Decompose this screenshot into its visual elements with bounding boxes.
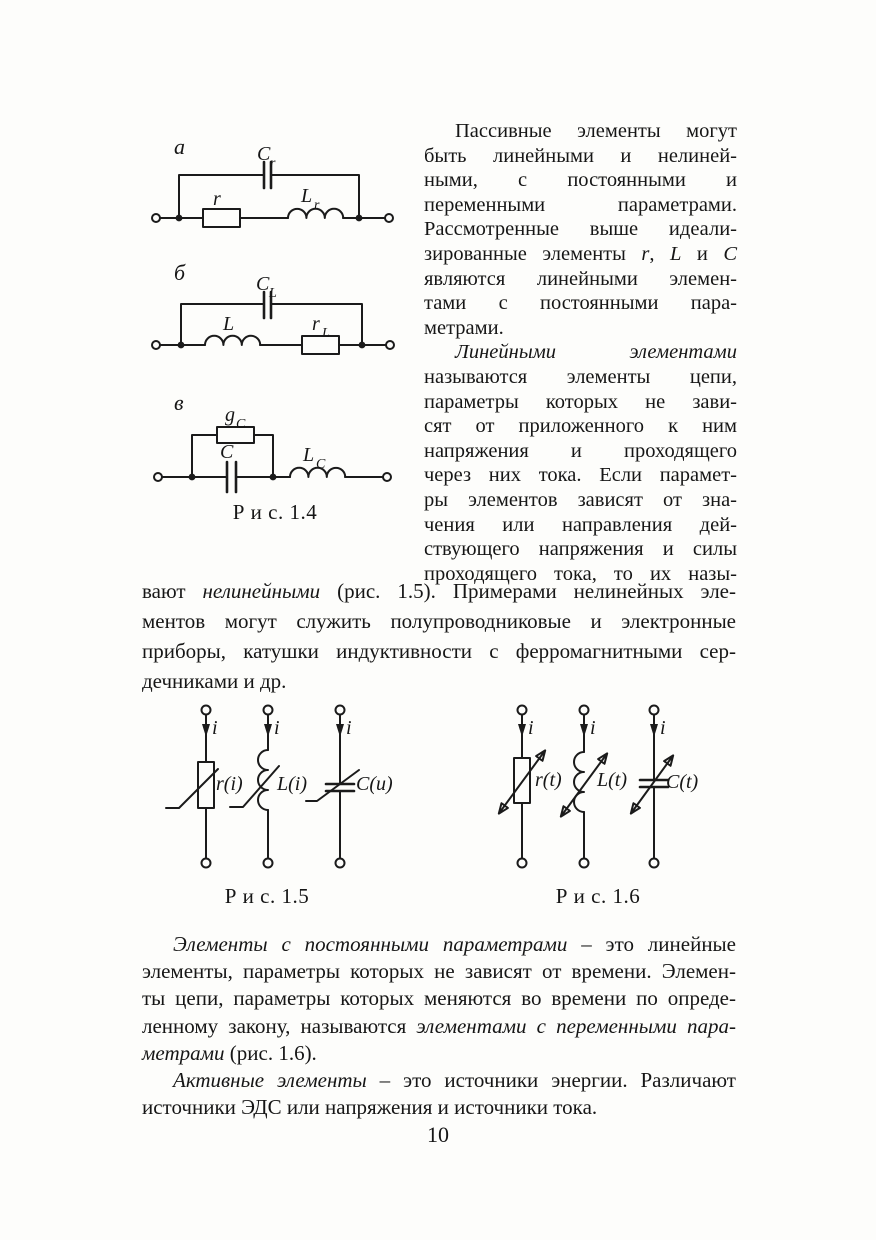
figure-1-4-caption: Р и с. 1.4 [232, 500, 318, 524]
nonlinearity-mark [166, 769, 218, 808]
text-line [142, 606, 736, 636]
inductor-symbol [205, 336, 260, 345]
inductor-label: L [303, 444, 315, 466]
junction-dot [356, 215, 363, 222]
text-segment: метрами [142, 1040, 225, 1065]
paragraph-column [424, 119, 737, 586]
resistor-symbol [203, 209, 240, 227]
text-segment: дечниками и др. [142, 669, 287, 693]
text-segment: Пассивные элементы могут [455, 120, 737, 142]
text-segment: источники ЭДС или напряжения и источники тока. [142, 1095, 598, 1120]
junction-dot [359, 342, 366, 349]
text-line [424, 390, 737, 415]
nonlinear-capacitor [306, 706, 393, 868]
capacitor-label-sub: L [269, 286, 277, 301]
text-segment: (рис. 1.6). [224, 1040, 317, 1065]
variable-inductor [562, 706, 627, 868]
terminal [152, 214, 160, 222]
text-line [424, 513, 737, 538]
terminal [518, 706, 527, 715]
terminal [202, 706, 211, 715]
text-line [424, 217, 737, 242]
capacitor-label: C [220, 441, 234, 463]
text-segment: через них тока. Если парамет- [424, 464, 737, 487]
current-arrow-icon [264, 724, 272, 737]
text-segment: – это источники энергии. Различают [366, 1068, 736, 1093]
text-segment: L [669, 242, 682, 265]
element-label: r(i) [216, 773, 243, 795]
inductor-label: L [301, 185, 313, 207]
circuit-v-label: в [174, 390, 184, 415]
text-segment: параметры которых не зави- [424, 390, 737, 413]
current-label: i [660, 717, 666, 739]
text-segment: ствующего напряжения и силы [424, 538, 737, 561]
inductor-label-sub: C [316, 457, 326, 472]
resistor-label: r [312, 313, 320, 335]
current-arrow-icon [202, 724, 210, 737]
text-segment: ты цепи, параметры которых меняются во времени по опреде- [142, 986, 736, 1011]
text-line [424, 463, 737, 488]
text-line [424, 193, 737, 218]
text-segment: чения или направления дей- [424, 513, 737, 536]
capacitor-label: C [257, 143, 271, 165]
text-segment: Рассмотренные выше идеали- [424, 218, 737, 241]
text-segment: называются элементы цепи, [424, 365, 737, 388]
current-label: i [274, 717, 280, 739]
text-line [424, 488, 737, 513]
variable-resistor [500, 706, 562, 868]
circuit-a-label: а [174, 134, 185, 159]
text-segment: , [649, 242, 670, 265]
capacitor-label: C [256, 273, 270, 295]
text-segment: ры элементов зависят от зна- [424, 488, 737, 511]
terminal [580, 859, 589, 868]
text-line [424, 291, 737, 316]
nonlinear-resistor [166, 706, 243, 868]
conductance-label: g [225, 404, 235, 426]
text-line [424, 168, 737, 193]
text-line [424, 242, 737, 267]
circuit-v [154, 390, 391, 492]
terminal [202, 859, 211, 868]
capacitor-label-sub: r [270, 156, 276, 171]
text-line [424, 340, 737, 365]
text-segment: переменными параметрами. [424, 193, 737, 216]
text-segment: ментов могут служить полупроводниковые и электронные [142, 609, 736, 633]
current-arrow-icon [518, 724, 526, 737]
wire [179, 175, 264, 218]
text-segment: и [681, 242, 724, 265]
terminal [264, 859, 273, 868]
text-line [424, 119, 737, 144]
text-segment: являются линейными элемен- [424, 267, 737, 290]
terminal [650, 706, 659, 715]
text-line [142, 1067, 736, 1094]
text-segment: C [723, 242, 738, 265]
text-line [142, 1040, 736, 1067]
terminal [336, 706, 345, 715]
current-label: i [528, 717, 534, 739]
current-label: i [346, 717, 352, 739]
text-line [142, 576, 736, 606]
terminal [385, 214, 393, 222]
terminal [336, 859, 345, 868]
text-segment: r [641, 242, 650, 265]
text-line [424, 365, 737, 390]
text-segment: напряжения и проходящего [424, 439, 737, 462]
text-line [424, 144, 737, 169]
terminal [650, 859, 659, 868]
circuit-b [152, 260, 394, 354]
resistor-symbol [198, 762, 214, 808]
resistor-symbol [302, 336, 339, 354]
terminal [264, 706, 273, 715]
text-line [424, 267, 737, 292]
text-line [142, 636, 736, 666]
element-label: L(i) [277, 773, 307, 795]
element-label: C(t) [666, 771, 699, 793]
wire [192, 435, 217, 477]
text-segment: метрами. [424, 316, 504, 339]
terminal [580, 706, 589, 715]
element-label: C(u) [356, 773, 393, 795]
inductor-label-sub: r [314, 198, 320, 213]
paragraph-bottom [142, 931, 736, 1121]
text-segment: быть линейными и нелиней- [424, 144, 737, 167]
page-number: 10 [427, 1122, 449, 1147]
text-line [142, 931, 736, 958]
inductor-label: L [223, 313, 235, 335]
text-segment: ными, с постоянными и [424, 169, 737, 192]
terminal [383, 473, 391, 481]
current-arrow-icon [336, 724, 344, 737]
text-segment: Активные элементы [173, 1068, 367, 1093]
text-segment: элементы, параметры которых не зависят от времени. Элемен- [142, 959, 736, 984]
text-segment: ленному закону, называются [142, 1013, 417, 1038]
text-line [142, 985, 736, 1012]
variable-capacitor [632, 706, 699, 868]
text-line [142, 666, 736, 696]
resistor-label: r [213, 188, 221, 210]
wire [254, 435, 273, 477]
text-segment: сят от приложенного к ним [424, 415, 737, 438]
text-line [424, 414, 737, 439]
figure-1-5-caption: Р и с. 1.5 [224, 884, 310, 908]
current-label: i [212, 717, 218, 739]
terminal [154, 473, 162, 481]
text-line [424, 537, 737, 562]
text-segment: зированные элементы [424, 242, 642, 265]
figure-1-6-diagram [460, 700, 720, 875]
figure-1-6-caption: Р и с. 1.6 [555, 884, 641, 908]
resistor-label-sub: L [322, 326, 330, 341]
text-segment: проходящего тока, то их назы- [424, 562, 737, 585]
text-segment: – это линейные [567, 932, 736, 956]
terminal [518, 859, 527, 868]
text-segment: нелинейными [202, 579, 321, 603]
text-segment: (рис. 1.5). Примерами нелинейных эле- [320, 579, 736, 603]
text-line [424, 316, 737, 341]
figure-1-5-diagram [160, 700, 400, 875]
terminal [152, 341, 160, 349]
text-line [424, 439, 737, 464]
text-segment: элементами с переменными пара- [416, 1013, 736, 1038]
text-line [142, 958, 736, 985]
circuit-a [152, 134, 393, 227]
figure-1-4-diagram [140, 118, 430, 518]
current-arrow-icon [580, 724, 588, 737]
element-label: L(t) [597, 769, 627, 791]
text-line [142, 1013, 736, 1040]
text-segment: Элементы с постоянными параметрами [173, 932, 568, 956]
text-line [142, 1094, 736, 1121]
inductor-symbol [574, 752, 584, 812]
paragraph-full-width [142, 576, 736, 696]
nonlinearity-mark [306, 770, 359, 801]
terminal [386, 341, 394, 349]
current-label: i [590, 717, 596, 739]
text-segment: вают [142, 579, 203, 603]
element-label: r(t) [535, 769, 562, 791]
text-segment: Линейными элементами [455, 341, 737, 364]
circuit-b-label: б [174, 260, 186, 285]
current-arrow-icon [650, 724, 658, 737]
conductance-label-sub: C [236, 417, 246, 432]
text-segment: тами с постоянными пара- [424, 292, 737, 315]
text-segment: приборы, катушки индуктивности с ферромагнитными сер- [142, 639, 736, 663]
